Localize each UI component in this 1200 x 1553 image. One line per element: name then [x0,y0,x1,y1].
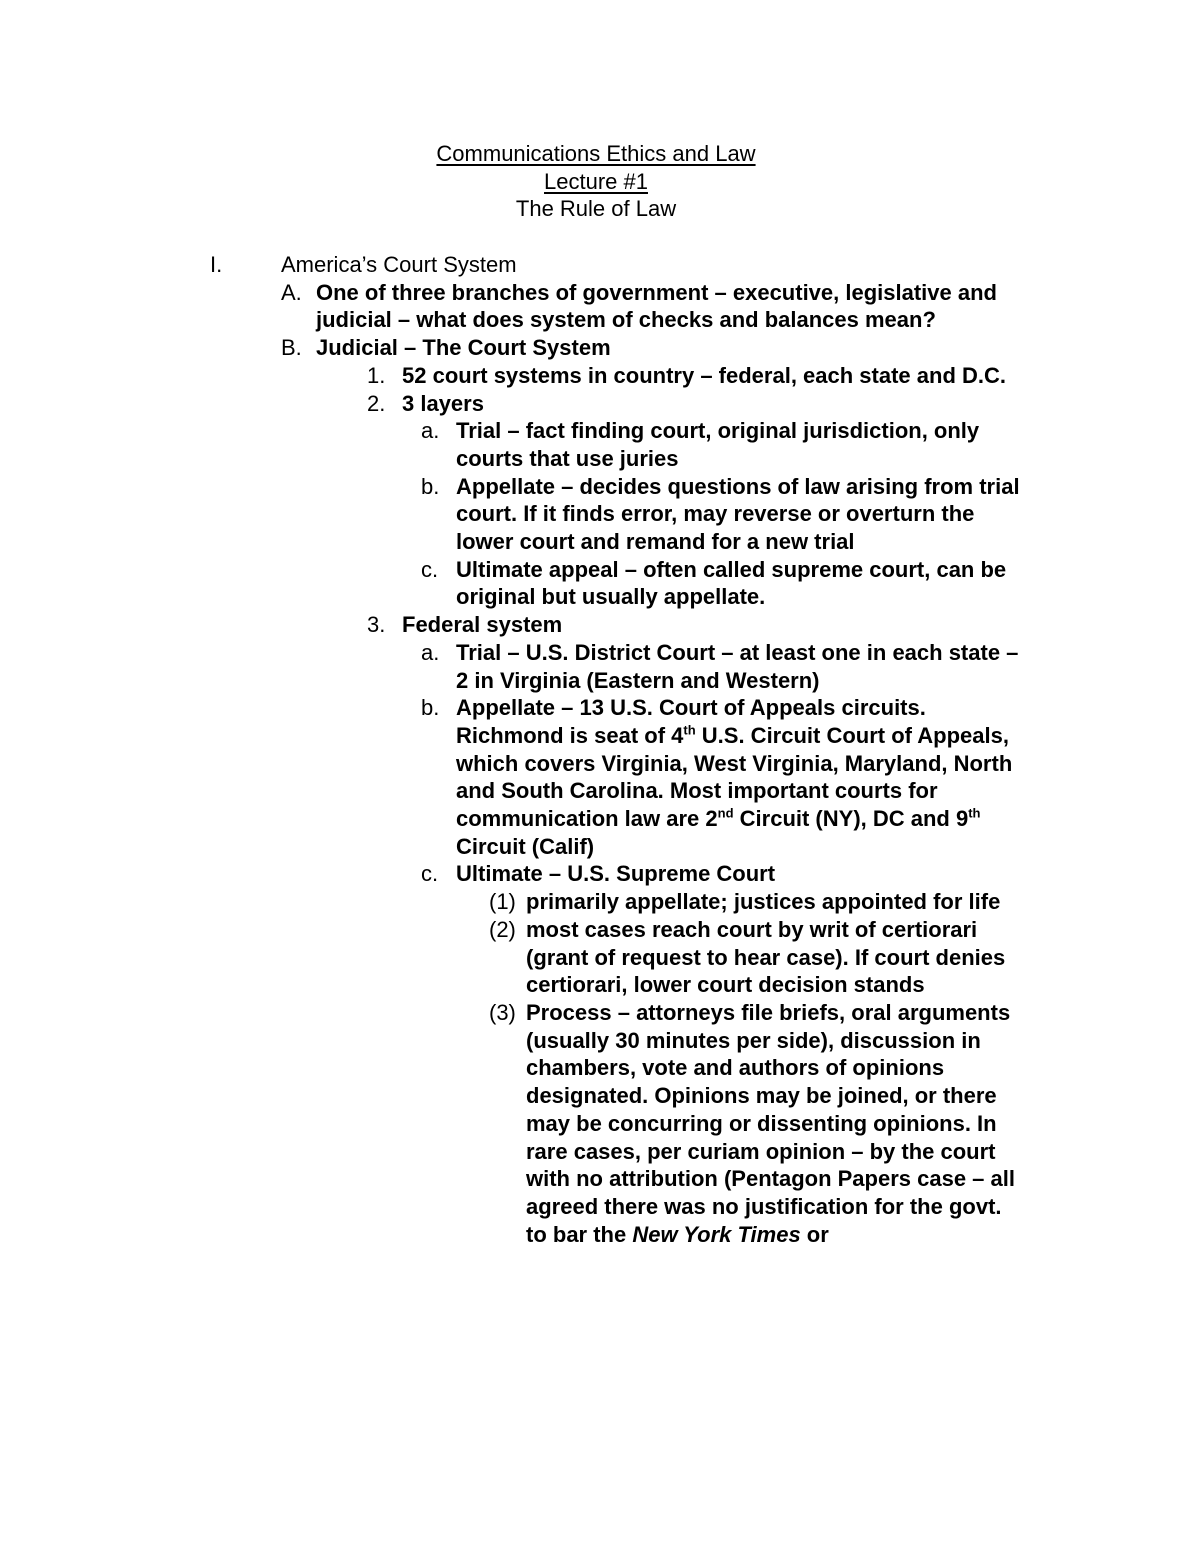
document-header [0,140,1192,223]
outline-marker: 3. [367,612,386,638]
outline-item-I-B [0,334,1200,362]
text-run: Circuit (NY), DC and 9 [733,806,969,832]
outline-item-I-B-2 [0,390,1200,418]
outline-text [526,999,1016,1248]
text-run: Appellate – 13 U.S. Court of Appeals circuits. Richmond is seat of 4 [456,695,926,748]
outline-text: Appellate – decides questions of law arising from trial court. If it finds error, may reverse or overturn the lower court and remand for a new trial [456,473,1020,555]
text-run: or [800,1221,829,1247]
outline-item-I-B-3 [0,611,1200,639]
course-title: Communications Ethics and Law [436,141,756,166]
outline-text [456,694,1026,860]
outline-marker: (3) [489,999,516,1025]
outline-item-I-B-3-c-1 [0,888,1200,916]
outline-text: 3 layers [402,390,484,416]
ordinal-suffix: nd [717,805,734,821]
lecture-topic: The Rule of Law [515,196,677,222]
outline-text: Ultimate appeal – often called supreme court, can be original but usually appellate. [456,556,1007,610]
publication-title: New York Times [632,1221,801,1247]
outline-marker: a. [421,418,440,444]
ordinal-suffix: th [968,805,981,821]
outline-text: Trial – fact finding court, original jurisdiction, only courts that use juries [456,418,980,471]
outline-text: 52 court systems in country – federal, each state and D.C. [402,362,1006,388]
outline-marker: b. [421,473,440,499]
outline-text: Trial – U.S. District Court – at least one in each state – 2 in Virginia (Eastern and Western) [456,639,1019,693]
outline-text: primarily appellate; justices appointed for life [526,889,1001,915]
outline-item-I-B-2-a [0,417,1200,472]
lecture-number: Lecture #1 [544,168,648,194]
outline-item-I [0,251,1200,279]
ordinal-suffix: th [683,722,696,738]
outline-text: America’s Court System [281,252,517,277]
outline-item-I-B-3-a [0,639,1200,694]
outline-marker: I. [210,252,223,277]
outline-text: One of three branches of government – executive, legislative and judicial – what does system of checks and balances mean? [316,279,997,333]
outline-marker: a. [421,639,440,665]
outline-item-I-B-2-b [0,473,1200,556]
text-run: Process – attorneys file briefs, oral arguments (usually 30 minutes per side), discussion in chambers, vote and authors of opinions designated. Opinions may be joined, or there may be concurring or dissenting opinions. In rare cases, per curiam opinion – by the court with no attribution (Pentagon Papers case – all agreed there was no justification for the govt. to bar the [526,999,1015,1247]
outline-marker: (1) [489,889,516,915]
outline-marker: (2) [489,916,516,942]
outline-marker: 1. [367,362,386,388]
outline-text: Federal system [402,612,563,638]
outline-item-I-B-3-b [0,694,1200,860]
text-run: U.S. Circuit Court of Appeals, which covers Virginia, West Virginia, Maryland, North and South Carolina. Most important courts for communication law are 2 [456,722,1013,832]
outline-text: most cases reach court by writ of certiorari (grant of request to hear case). If court denies certiorari, lower court decision stands [526,916,1006,998]
outline-item-I-B-2-c [0,556,1200,611]
outline-marker: c. [421,556,439,582]
outline-text: Judicial – The Court System [316,335,611,361]
outline-marker: c. [421,861,439,887]
outline-item-I-B-1 [0,362,1200,390]
outline-marker: b. [421,695,440,721]
outline-marker: 2. [367,390,386,416]
outline-text: Ultimate – U.S. Supreme Court [456,861,776,887]
outline-item-I-B-3-c [0,860,1200,888]
outline-item-I-B-3-c-2 [0,916,1200,999]
outline-marker: A. [281,279,302,305]
outline-item-I-B-3-c-3 [0,999,1200,1248]
lecture-outline [0,251,1200,1248]
text-run: Circuit (Calif) [456,833,595,859]
outline-marker: B. [281,335,302,361]
outline-item-I-A [0,279,1200,334]
